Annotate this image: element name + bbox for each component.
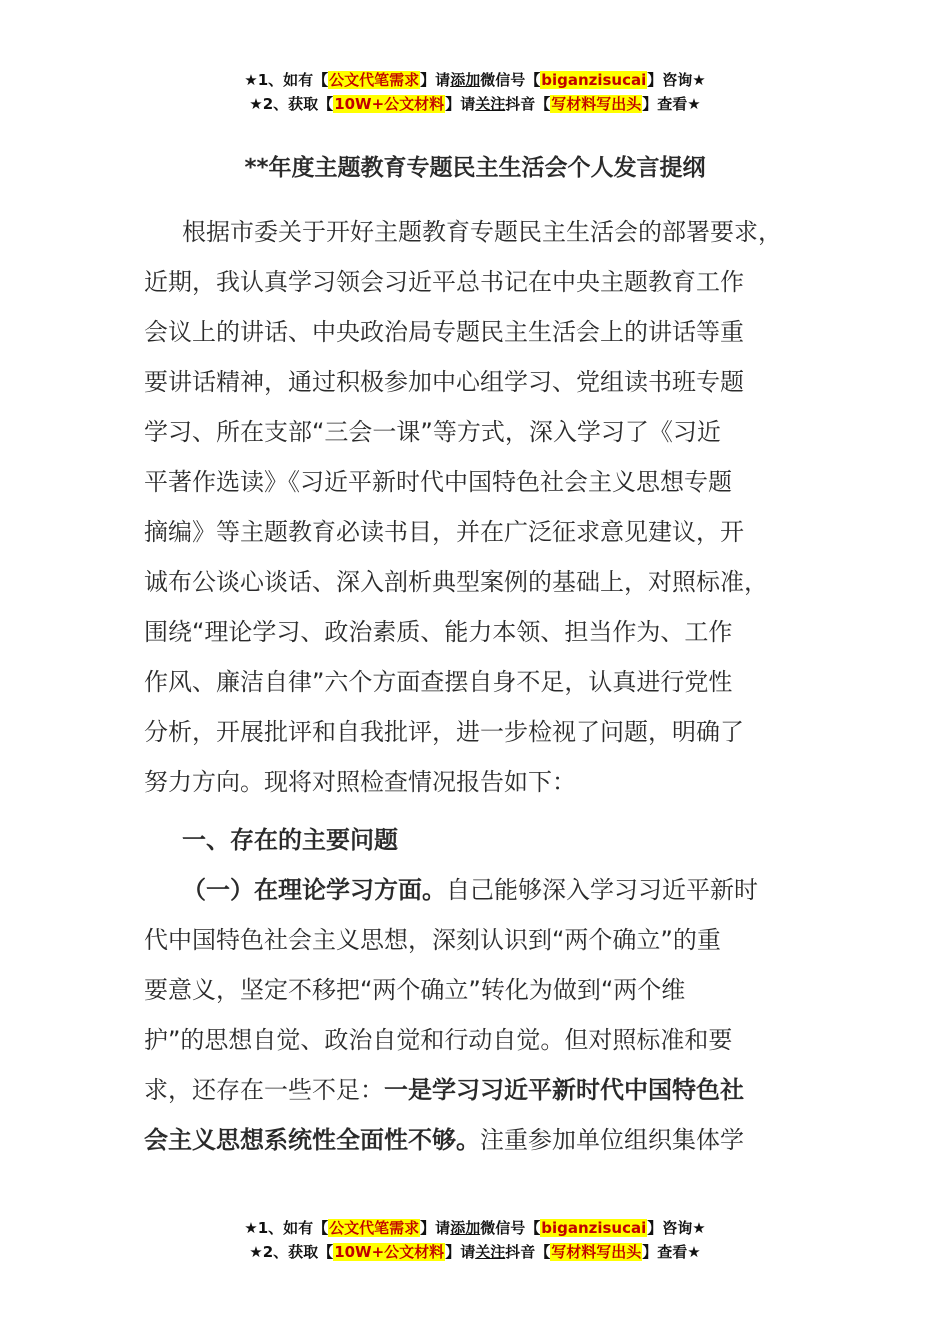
subsection-heading: （一）在理论学习方面。 (182, 876, 446, 904)
paragraph-line: 护”的思想自觉、政治自觉和行动自觉。但对照标准和要 (144, 1026, 733, 1054)
banner-line-1 (0, 68, 950, 92)
document-title: **年度主题教育专题民主生活会个人发言提纲 (244, 155, 706, 181)
banner-text: 】请 (420, 71, 451, 89)
top-banner (0, 68, 950, 116)
paragraph-text: 求，还存在一些不足： (144, 1076, 384, 1104)
banner-line-2 (0, 92, 950, 116)
banner-line-1 (0, 1216, 950, 1240)
banner-text: 】请 (445, 95, 476, 113)
wechat-id: biganzisucai (541, 1219, 647, 1237)
paragraph-line (144, 865, 819, 915)
paragraph-line: 代中国特色社会主义思想，深刻认识到“两个确立”的重 (144, 926, 721, 954)
document-body (144, 207, 819, 1165)
underlined-text: 关注 (475, 1243, 506, 1261)
paragraph-text: 自己能够深入学习习近平新时 (446, 876, 758, 904)
banner-text: 】咨询★ (647, 1219, 706, 1237)
banner-text: 抖音【 (505, 95, 551, 113)
banner-text: ★2、获取【 (249, 95, 334, 113)
bold-point: 一是学习习近平新时代中国特色社 (384, 1076, 744, 1104)
underlined-text: 添加 (450, 71, 481, 89)
paragraph-line: 根据市委关于开好主题教育专题民主生活会的部署要求， (182, 218, 782, 246)
bottom-banner (0, 1216, 950, 1264)
banner-line-2 (0, 1240, 950, 1264)
douyin-id: 写材料写出头 (551, 95, 642, 113)
underlined-text: 添加 (450, 1219, 481, 1237)
highlight-text: 公文代笔需求 (329, 1219, 420, 1237)
paragraph-line: 围绕“理论学习、政治素质、能力本领、担当作为、工作 (144, 618, 733, 646)
paragraph-line: 会议上的讲话、中央政治局专题民主生活会上的讲话等重 (144, 318, 744, 346)
highlight-text: 公文代笔需求 (329, 71, 420, 89)
paragraph-text: 注重参加单位组织集体学 (480, 1126, 744, 1154)
banner-text: 】请 (420, 1219, 451, 1237)
wechat-id: biganzisucai (541, 71, 647, 89)
banner-text: 】咨询★ (647, 71, 706, 89)
paragraph-line: 学习、所在支部“三会一课”等方式，深入学习了《习近 (144, 418, 721, 446)
banner-text: ★1、如有【 (244, 1219, 329, 1237)
banner-text: 】请 (445, 1243, 476, 1261)
banner-text: 微信号【 (480, 71, 541, 89)
banner-text: ★1、如有【 (244, 71, 329, 89)
paragraph-line: 要讲话精神，通过积极参加中心组学习、党组读书班专题 (144, 368, 744, 396)
paragraph-line: 摘编》等主题教育必读书目，并在广泛征求意见建议，开 (144, 518, 744, 546)
banner-text: 抖音【 (505, 1243, 551, 1261)
douyin-id: 写材料写出头 (551, 1243, 642, 1261)
banner-text: 微信号【 (480, 1219, 541, 1237)
paragraph-line (144, 1065, 819, 1115)
banner-text: 】查看★ (642, 95, 701, 113)
paragraph-line: 分析，开展批评和自我批评，进一步检视了问题，明确了 (144, 718, 744, 746)
paragraph-line: 近期，我认真学习领会习近平总书记在中央主题教育工作 (144, 268, 744, 296)
highlight-text: 10W+公文材料 (334, 95, 445, 113)
paragraph-line: 努力方向。现将对照检查情况报告如下： (144, 768, 576, 796)
banner-text: ★2、获取【 (249, 1243, 334, 1261)
banner-text: 】查看★ (642, 1243, 701, 1261)
paragraph-line: 作风、廉洁自律”六个方面查摆自身不足，认真进行党性 (144, 668, 733, 696)
section-heading: 一、存在的主要问题 (182, 826, 398, 854)
underlined-text: 关注 (475, 95, 506, 113)
paragraph-line: 诚布公谈心谈话、深入剖析典型案例的基础上，对照标准， (144, 568, 768, 596)
paragraph-line (144, 1115, 819, 1165)
paragraph-line: 要意义，坚定不移把“两个确立”转化为做到“两个维 (144, 976, 686, 1004)
highlight-text: 10W+公文材料 (334, 1243, 445, 1261)
paragraph-line: 平著作选读》《习近平新时代中国特色社会主义思想专题 (144, 468, 732, 496)
bold-point: 会主义思想系统性全面性不够。 (144, 1126, 480, 1154)
